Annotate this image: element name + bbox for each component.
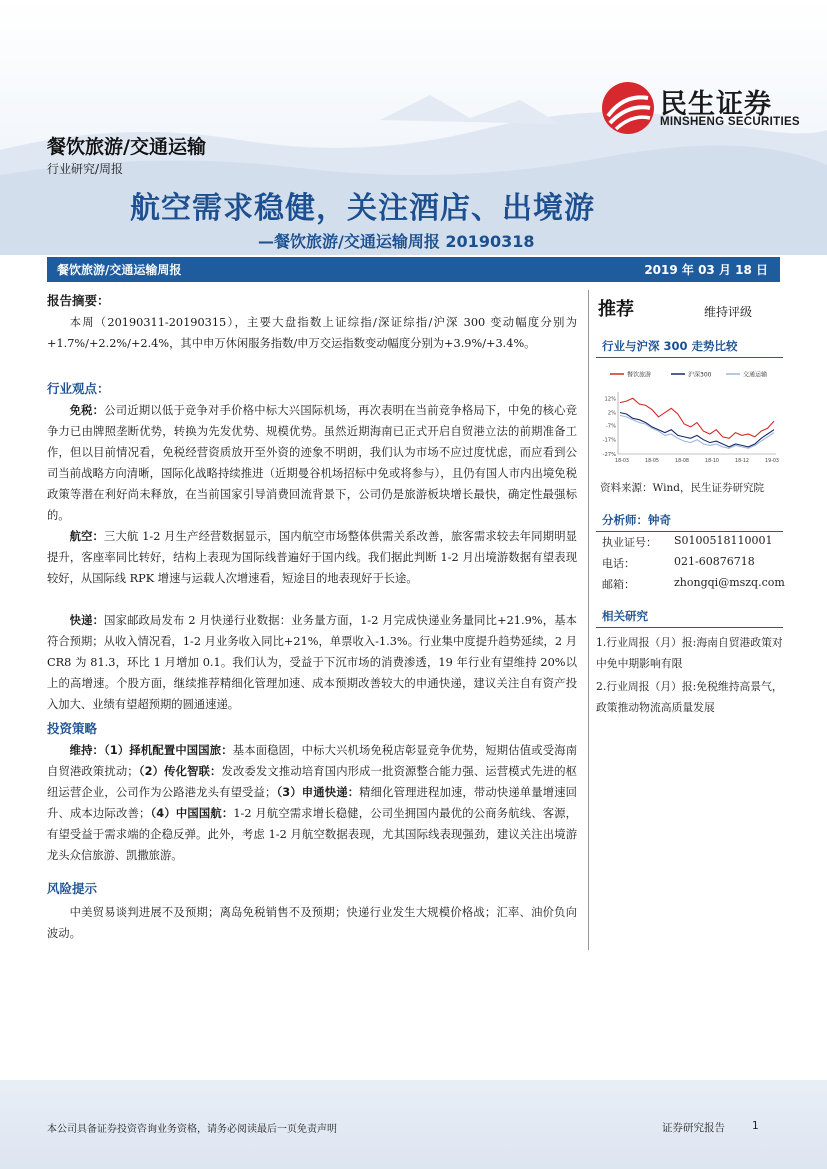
views-item [47, 526, 577, 589]
footer-report-kind: 证券研究报告 [662, 1122, 725, 1134]
views-item-label: 免税： [69, 404, 105, 417]
views-heading: 行业观点： [47, 381, 110, 396]
sector-label: 餐饮旅游/交通运输 [47, 136, 206, 158]
series-line-3 [620, 415, 774, 448]
views-item-label: 航空： [69, 530, 105, 543]
analyst-heading: 分析师：钟奇 [596, 512, 783, 532]
strategy-heading: 投资策略 [47, 721, 98, 736]
strategy-text [47, 740, 577, 866]
risk-text: 中美贸易谈判进展不及预期；离岛免税销售不及预期；快递行业发生大规模价格战；汇率、油价负向波动。 [47, 906, 577, 940]
column-divider [588, 290, 589, 950]
footer-disclaimer: 本公司具备证券投资咨询业务资格，请务必阅读最后一页免责声明 [47, 1124, 337, 1135]
cert-value: S0100518110001 [674, 534, 773, 547]
series-line-1 [620, 398, 774, 438]
views-item [47, 610, 577, 715]
phone-value: 021-60876718 [674, 555, 755, 568]
related-heading: 相关研究 [596, 608, 783, 628]
views-item-label: 快递： [69, 614, 105, 627]
email-label: 邮箱： [602, 578, 635, 591]
strategy-label: 维持：（1）择机配置中国国旅： [69, 744, 233, 757]
page-footer [0, 1080, 827, 1169]
recommend-label: 推荐 [598, 299, 634, 320]
report-band [47, 257, 780, 282]
report-subtitle: —餐饮旅游/交通运输周报 20190318 [258, 232, 535, 251]
chart-heading: 行业与沪深 300 走势比较 [596, 338, 783, 358]
strategy-body: 精细化管理进程加速，带动快递单量增速回升、成本边际改善； [47, 786, 577, 820]
legend-label: 沪深300 [688, 371, 712, 379]
cert-label: 执业证号： [602, 536, 657, 549]
y-tick-label: 2% [607, 410, 616, 417]
strategy-label: （2）传化智联： [138, 765, 222, 778]
x-tick-label: 19-03 [765, 459, 779, 464]
y-tick-label: 12% [604, 396, 616, 403]
series-line-2 [620, 413, 774, 447]
x-tick-label: 18-08 [675, 459, 689, 464]
legend-label: 餐饮旅游 [627, 371, 652, 379]
email-link[interactable]: zhongqi@mszq.com [674, 576, 785, 589]
report-header [0, 0, 827, 255]
phone-label: 电话： [602, 557, 635, 570]
x-tick-label: 18-05 [645, 459, 659, 464]
y-tick-label: -7% [605, 423, 616, 430]
report-title: 航空需求稳健，关注酒店、出境游 [130, 191, 595, 226]
strategy-body: 发改委发文推动培育国内形成一批资源整合能力强、运营模式先进的枢纽运营企业，公司作为公路港龙头有望受益； [47, 765, 577, 799]
strategy-body: 1-2 月航空需求增长稳健，公司坐拥国内最优的公商务航线、客源，有望受益于需求端的企稳反弹。此外，考虑 1-2 月航空数据表现，尤其国际线表现强劲，建议关注出境游龙头众信旅游、凯撒旅游。 [47, 807, 577, 862]
views-item-text: 公司近期以低于竞争对手价格中标大兴国际机场，再次表明在当前竞争格局下，中免的核心竞争力已由牌照垄断优势，转换为先发优势、规模优势。虽然近期海南已正式开启自贸港立法的前期准备工作，但以目前情况看，免税经营资质放开至外资的迹象不明朗，我们认为市场不应过度忧虑，而应看到公司当前战略方向清晰，国际化战略持续推进（近期曼谷机场招标中免或将参与），且仍有国人市内出境免税政策等潜在利好尚未释放，在当前国家引导消费回流背景下，公司仍是旅游板块增长最快，确定性最强标的。 [47, 404, 577, 522]
risk-heading: 风险提示 [47, 881, 98, 896]
y-tick-label: -17% [602, 437, 616, 444]
band-report-name: 餐饮旅游/交通运输周报 [57, 263, 182, 277]
views-item-text: 国家邮政局发布 2 月快递行业数据：业务量方面，1-2 月完成快递业务量同比+21.9%，基本符合预期；从收入情况看，1-2 月业务收入同比+21%，单票收入-1.3%。行业集中度提升趋势延续，2 月 CR8 为 81.3，环比 1 月增加 0.1。我们认为，受益于下沉市场的消费渗透，19 年行业有望维持 20%以上的高增速。个股方面，继续推荐精细化管理加速、成本预期改善较大的申通快递，建议关注自有资产投入加大、业绩有望超预期的圆通速递。 [47, 614, 577, 711]
legend-label: 交通运输 [743, 371, 768, 379]
brand-logo [600, 80, 800, 140]
x-tick-label: 18-10 [705, 459, 719, 464]
rating-label: 维持评级 [704, 305, 753, 319]
report-type: 行业研究/周报 [47, 162, 124, 176]
band-report-date: 2019 年 03 月 18 日 [644, 263, 768, 277]
strategy-label: （3）申通快递： [276, 786, 360, 799]
views-item [47, 400, 577, 526]
related-item[interactable]: 1.行业周报（月）报:海南自贸港政策对中免中期影响有限 [596, 636, 783, 670]
related-item[interactable]: 2.行业周报（月）报:免税维持高景气，政策推动物流高质量发展 [596, 680, 783, 714]
trend-chart [596, 366, 783, 468]
x-tick-label: 18-03 [615, 459, 629, 464]
summary-text: 本周（20190311-20190315），主要大盘指数上证综指/深证综指/沪深 300 变动幅度分别为+1.7%/+2.2%/+2.4%，其中申万休闲服务指数/申万交运指数变动幅度分别为+3.9%/+3.4%。 [47, 316, 577, 350]
chart-source: 资料来源：Wind，民生证券研究院 [600, 482, 764, 494]
strategy-label: （4）中国国航： [150, 807, 234, 820]
strategy-body: 基本面稳固，中标大兴机场免税店彰显竞争优势，短期估值或受海南自贸港政策扰动； [47, 744, 577, 778]
brand-name-en: MINSHENG SECURITIES [660, 116, 800, 128]
page-number: 1 [752, 1120, 759, 1132]
minsheng-logo-icon [600, 80, 656, 136]
views-item-text: 三大航 1-2 月生产经营数据显示，国内航空市场整体供需关系改善，旅客需求较去年同期明显提升，客座率同比转好，结构上表现为国际线普遍好于国内线。我们据此判断 1-2 月出境游数据有望表现较好，从国际线 RPK 增速与运载人次增速看，短途目的地表现好于长途。 [47, 530, 577, 585]
x-tick-label: 18-12 [735, 459, 749, 464]
brand-name-cn: 民生证券 [660, 89, 772, 120]
summary-heading: 报告摘要： [47, 293, 110, 308]
y-tick-label: -27% [602, 452, 616, 458]
